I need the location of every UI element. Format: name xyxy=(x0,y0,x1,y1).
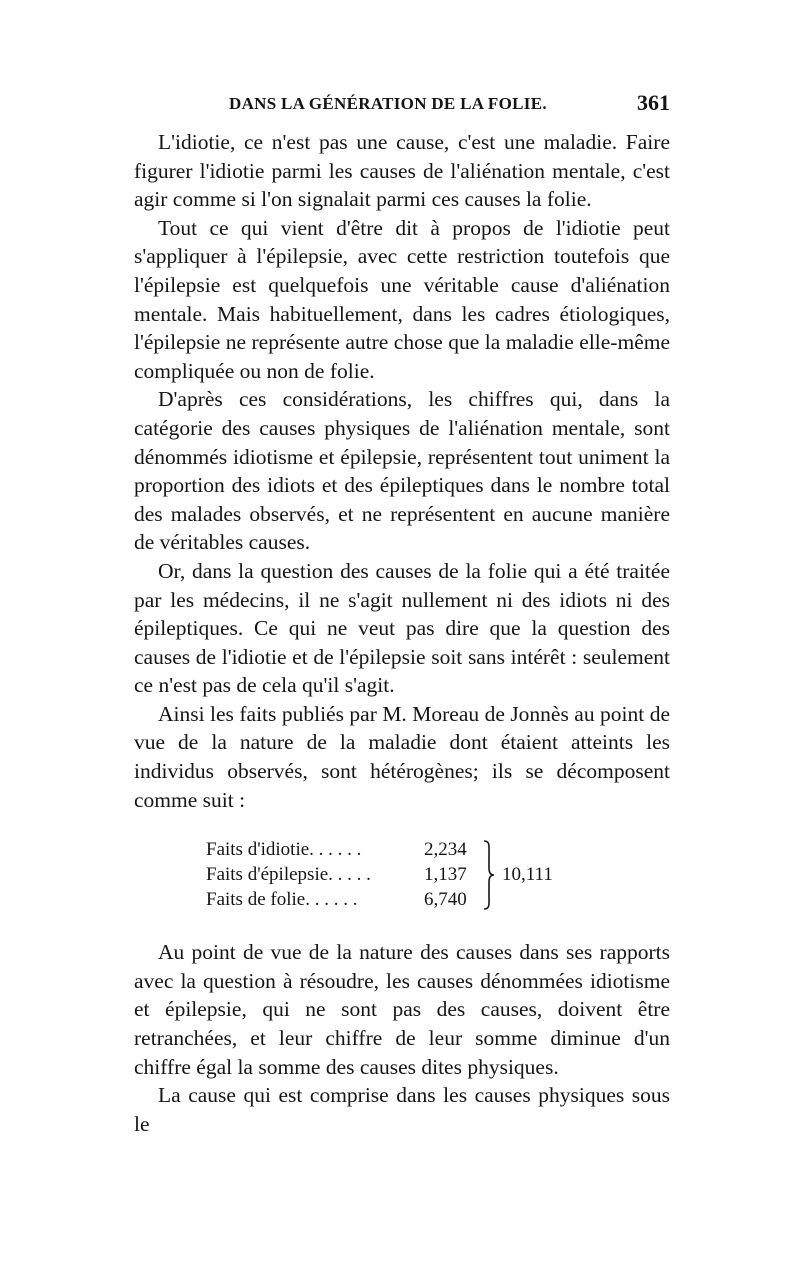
paragraph-idiotie: L'idiotie, ce n'est pas une cause, c'est une maladie. Faire figurer l'idiotie parmi les causes de l'aliénation mentale, c'est agir comme si l'on signalait parmi ces causes la folie. xyxy=(134,130,670,212)
paragraph-question: Or, dans la question des causes de la folie qui a été traitée par les médecins, il ne s'agit nullement ni des idiots ni des épileptiques. Ce qui ne veut pas dire que la question des causes de l'idiotie et de l'épilepsie soit sans intérêt : seulement ce n'est pas de cela qu'il s'agit. xyxy=(134,558,670,698)
paragraph-epilepsie: Tout ce qui vient d'être dit à propos de l'idiotie peut s'appliquer à l'épilepsie, avec cette restriction toutefois que l'épilepsie est quelquefois une véritable cause d'aliénation mentale. Mais habituellement, dans les cadres étiologiques, l'épilepsie ne représente autre chose que la maladie elle-même compliquée ou non de folie. xyxy=(134,215,670,383)
paragraph-moreau: Ainsi les faits publiés par M. Moreau de Jonnès au point de vue de la nature de la maladie dont étaient atteints les individus observés, sont hétérogènes; ils se décomposent comme suit : xyxy=(134,701,670,812)
table-total: 10,111 xyxy=(502,864,553,886)
statistics-table xyxy=(206,838,626,916)
paragraph-nature-causes: Au point de vue de la nature des causes dans ses rapports avec la question à résoudre, les causes dénommées idiotisme et épilepsie, qui ne sont pas des causes, doivent être retranchées, et leur chiffre de leur somme diminue d'un chiffre égal la somme des causes dites physiques. xyxy=(134,940,670,1079)
paragraph-considerations: D'après ces considérations, les chiffres qui, dans la catégorie des causes physiques de l'aliénation mentale, sont dénommés idiotisme et épilepsie, représentent tout uniment la proportion des idiots et des épileptiques dans le nombre total des malades observés, et ne représentent en aucune manière de véritables causes. xyxy=(134,387,670,555)
table-row xyxy=(206,863,486,887)
row-value: 6,740 xyxy=(424,889,467,911)
row-value: 2,234 xyxy=(424,839,467,861)
row-label: Faits d'idiotie. . . . . . xyxy=(206,839,362,861)
table-row xyxy=(206,888,486,912)
body-text xyxy=(134,128,670,1138)
row-label: Faits d'épilepsie. . . . . xyxy=(206,864,371,886)
paragraph-cause-physique: La cause qui est comprise dans les causes physiques sous le xyxy=(134,1083,670,1136)
row-label: Faits de folie. . . . . . xyxy=(206,889,358,911)
running-title: DANS LA GÉNÉRATION DE LA FOLIE. xyxy=(229,94,547,113)
table-row xyxy=(206,838,486,862)
right-brace-icon xyxy=(482,840,496,910)
row-value: 1,137 xyxy=(424,864,467,886)
page-number: 361 xyxy=(637,90,670,115)
running-header xyxy=(134,90,670,124)
